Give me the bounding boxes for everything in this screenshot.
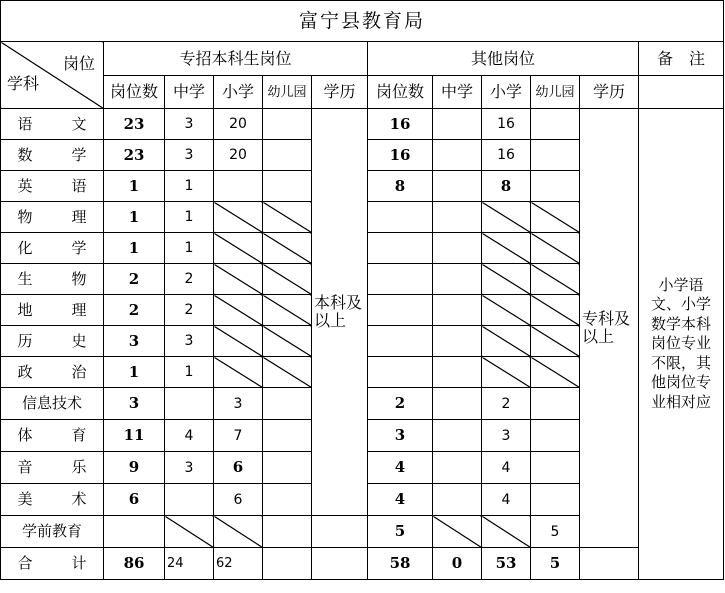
special-primary-na-cell [214, 516, 263, 548]
special-count-cell: 11 [104, 420, 165, 452]
special-kindergarten-na-cell [263, 202, 312, 233]
other-count-cell: 8 [368, 171, 433, 202]
other-kindergarten-na-cell [531, 295, 580, 326]
special-count-cell: 3 [104, 388, 165, 420]
special-count-cell: 2 [104, 295, 165, 326]
other-kindergarten-cell [531, 140, 580, 171]
special-primary-cell: 6 [214, 452, 263, 484]
special-middle-cell: 1 [165, 357, 214, 388]
other-primary-na-cell [482, 264, 531, 295]
special-primary-cell: 7 [214, 420, 263, 452]
special-kindergarten-cell [263, 516, 312, 548]
other-kindergarten-cell [531, 452, 580, 484]
other-count-cell: 2 [368, 388, 433, 420]
special-middle-cell: 3 [165, 452, 214, 484]
other-count-cell: 5 [368, 516, 433, 548]
special-primary-cell: 6 [214, 484, 263, 516]
remark-cell: 小学语文、小学数学本科岗位专业不限，其他岗位专业相对应 [639, 109, 724, 580]
other-primary-na-cell [482, 233, 531, 264]
other-primary-cell: 4 [482, 484, 531, 516]
special-primary-na-cell [214, 295, 263, 326]
col-other-kindergarten: 幼儿园 [531, 76, 580, 109]
other-middle-cell [433, 171, 482, 202]
special-count-cell: 23 [104, 140, 165, 171]
corner-top-label: 岗位 [62, 54, 95, 73]
special-kindergarten-cell [263, 171, 312, 202]
other-kindergarten-na-cell [531, 264, 580, 295]
special-middle-cell: 2 [165, 295, 214, 326]
special-count-cell: 9 [104, 452, 165, 484]
special-primary-na-cell [214, 233, 263, 264]
col-special-kindergarten: 幼儿园 [263, 76, 312, 109]
other-middle-cell [433, 484, 482, 516]
other-kindergarten-cell [531, 420, 580, 452]
col-other-education: 学历 [580, 76, 639, 109]
other-primary-na-cell [482, 295, 531, 326]
group-special-header: 专招本科生岗位 [104, 42, 368, 76]
special-primary-na-cell [214, 357, 263, 388]
other-middle-cell [433, 326, 482, 357]
special-middle-cell: 1 [165, 202, 214, 233]
other-middle-cell [433, 357, 482, 388]
other-primary-na-cell [482, 516, 531, 548]
other-primary-cell: 8 [482, 171, 531, 202]
other-count-cell [368, 202, 433, 233]
special-count-cell: 1 [104, 233, 165, 264]
col-special-middle: 中学 [165, 76, 214, 109]
special-kindergarten-na-cell [263, 357, 312, 388]
table-row [1, 109, 724, 140]
subject-cell: 英 语 [1, 171, 104, 202]
total-other-kindergarten: 5 [531, 548, 580, 580]
subject-cell: 体 育 [1, 420, 104, 452]
other-kindergarten-na-cell [531, 233, 580, 264]
special-middle-cell [165, 388, 214, 420]
special-primary-na-cell [214, 264, 263, 295]
other-primary-na-cell [482, 357, 531, 388]
other-education-cell: 专科及以上 [580, 109, 639, 548]
subject-cell: 美 术 [1, 484, 104, 516]
total-other-middle: 0 [433, 548, 482, 580]
remark-header: 备 注 [639, 42, 724, 76]
other-middle-cell [433, 140, 482, 171]
subject-cell: 地 理 [1, 295, 104, 326]
subject-cell: 学前教育 [1, 516, 104, 548]
special-middle-na-cell [165, 516, 214, 548]
other-kindergarten-na-cell [531, 202, 580, 233]
other-kindergarten-cell [531, 484, 580, 516]
other-count-cell [368, 233, 433, 264]
special-kindergarten-na-cell [263, 264, 312, 295]
other-kindergarten-cell [531, 388, 580, 420]
other-kindergarten-cell [531, 171, 580, 202]
special-middle-cell: 3 [165, 109, 214, 140]
special-kindergarten-cell [263, 140, 312, 171]
header-corner [1, 42, 104, 109]
special-middle-cell: 3 [165, 326, 214, 357]
special-primary-cell [214, 171, 263, 202]
special-count-cell: 6 [104, 484, 165, 516]
other-count-cell [368, 357, 433, 388]
special-count-cell: 1 [104, 357, 165, 388]
special-middle-cell: 2 [165, 264, 214, 295]
total-special-middle: 24 [165, 548, 214, 580]
other-count-cell: 4 [368, 484, 433, 516]
special-count-cell: 1 [104, 171, 165, 202]
other-middle-cell [433, 388, 482, 420]
special-count-cell: 23 [104, 109, 165, 140]
other-count-cell: 4 [368, 452, 433, 484]
other-count-cell: 16 [368, 109, 433, 140]
special-education-cell-empty [312, 516, 368, 548]
total-label: 合 计 [1, 548, 104, 580]
other-primary-na-cell [482, 202, 531, 233]
special-middle-cell: 1 [165, 233, 214, 264]
other-count-cell [368, 264, 433, 295]
special-kindergarten-na-cell [263, 233, 312, 264]
other-kindergarten-na-cell [531, 326, 580, 357]
special-kindergarten-cell [263, 109, 312, 140]
group-other-header: 其他岗位 [368, 42, 639, 76]
col-other-primary: 小学 [482, 76, 531, 109]
special-middle-cell [165, 484, 214, 516]
total-special-primary: 62 [214, 548, 263, 580]
subject-cell: 音 乐 [1, 452, 104, 484]
total-other-primary: 53 [482, 548, 531, 580]
total-special-kindergarten [263, 548, 312, 580]
other-count-cell: 16 [368, 140, 433, 171]
other-primary-cell: 16 [482, 140, 531, 171]
special-kindergarten-cell [263, 484, 312, 516]
other-count-cell [368, 326, 433, 357]
col-special-count: 岗位数 [104, 76, 165, 109]
total-other-education [580, 548, 639, 580]
other-middle-cell [433, 233, 482, 264]
other-middle-cell [433, 264, 482, 295]
special-primary-cell: 20 [214, 140, 263, 171]
other-count-cell [368, 295, 433, 326]
special-middle-cell: 3 [165, 140, 214, 171]
other-primary-cell: 16 [482, 109, 531, 140]
other-kindergarten-cell: 5 [531, 516, 580, 548]
subject-cell: 政 治 [1, 357, 104, 388]
special-kindergarten-na-cell [263, 295, 312, 326]
page-title: 富宁县教育局 [1, 1, 724, 42]
corner-bottom-label: 学科 [7, 74, 40, 93]
subject-cell: 信息技术 [1, 388, 104, 420]
remark-subheader [639, 76, 724, 109]
other-kindergarten-cell [531, 109, 580, 140]
special-count-cell: 2 [104, 264, 165, 295]
other-primary-na-cell [482, 326, 531, 357]
other-primary-cell: 2 [482, 388, 531, 420]
special-middle-cell: 4 [165, 420, 214, 452]
other-primary-cell: 4 [482, 452, 531, 484]
subject-cell: 语 文 [1, 109, 104, 140]
subject-cell: 物 理 [1, 202, 104, 233]
subject-cell: 历 史 [1, 326, 104, 357]
total-special-education [312, 548, 368, 580]
other-middle-cell [433, 295, 482, 326]
total-special-count: 86 [104, 548, 165, 580]
other-primary-cell: 3 [482, 420, 531, 452]
subject-cell: 生 物 [1, 264, 104, 295]
other-middle-cell [433, 109, 482, 140]
special-count-cell [104, 516, 165, 548]
subject-cell: 数 学 [1, 140, 104, 171]
special-primary-na-cell [214, 326, 263, 357]
other-count-cell: 3 [368, 420, 433, 452]
special-primary-cell: 20 [214, 109, 263, 140]
other-middle-cell [433, 420, 482, 452]
total-row [1, 548, 724, 580]
special-education-cell: 本科及以上 [312, 109, 368, 516]
special-count-cell: 1 [104, 202, 165, 233]
special-count-cell: 3 [104, 326, 165, 357]
other-middle-cell [433, 452, 482, 484]
special-kindergarten-cell [263, 420, 312, 452]
col-special-education: 学历 [312, 76, 368, 109]
special-primary-cell: 3 [214, 388, 263, 420]
subject-cell: 化 学 [1, 233, 104, 264]
special-kindergarten-cell [263, 452, 312, 484]
other-middle-cell [433, 202, 482, 233]
special-kindergarten-na-cell [263, 326, 312, 357]
col-other-middle: 中学 [433, 76, 482, 109]
total-other-count: 58 [368, 548, 433, 580]
special-middle-cell: 1 [165, 171, 214, 202]
special-primary-na-cell [214, 202, 263, 233]
other-middle-na-cell [433, 516, 482, 548]
col-special-primary: 小学 [214, 76, 263, 109]
special-kindergarten-cell [263, 388, 312, 420]
col-other-count: 岗位数 [368, 76, 433, 109]
other-kindergarten-na-cell [531, 357, 580, 388]
